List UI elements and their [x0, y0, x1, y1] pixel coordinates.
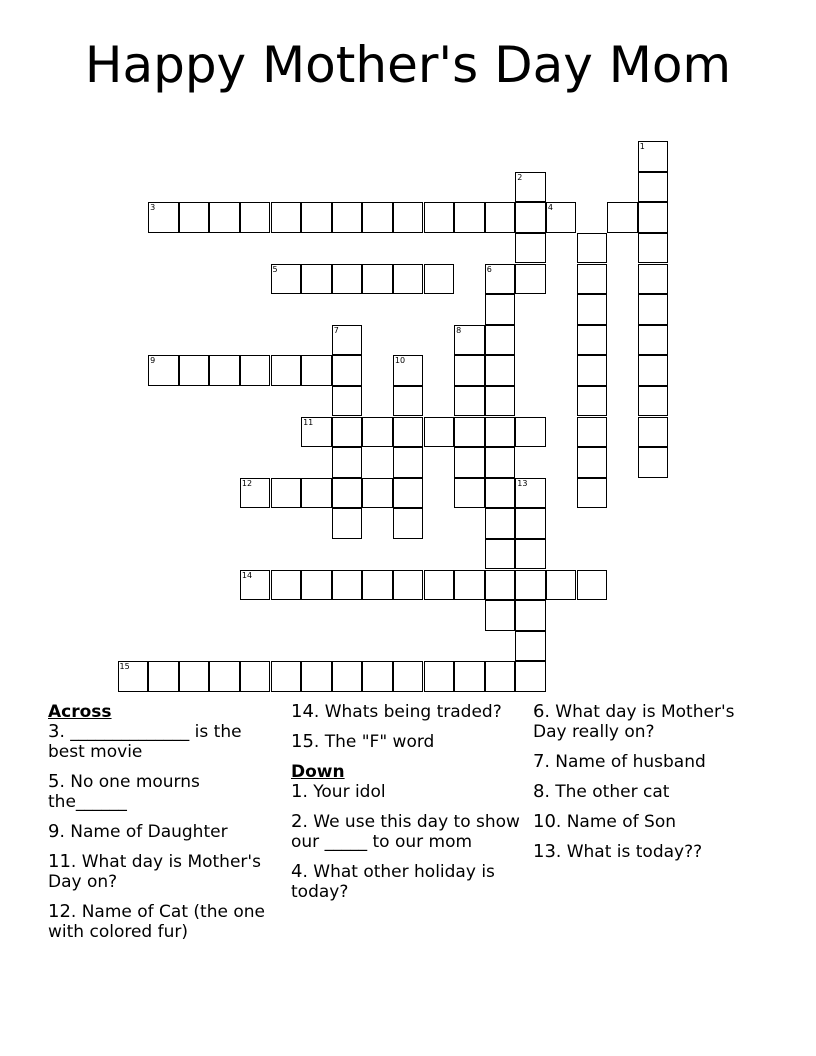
grid-cell[interactable]	[240, 202, 271, 233]
grid-cell[interactable]	[485, 539, 516, 570]
grid-cell[interactable]	[240, 570, 271, 601]
grid-cell[interactable]	[515, 417, 546, 448]
grid-cell[interactable]	[271, 478, 302, 509]
clue-text: . What day is Mother's Day on?	[48, 852, 261, 892]
grid-cell[interactable]	[454, 661, 485, 692]
grid-cell[interactable]	[638, 386, 669, 417]
clue-number: 5	[48, 771, 60, 792]
clue-number: 2	[291, 811, 303, 832]
clue-number: 15	[291, 731, 314, 752]
grid-cell[interactable]	[577, 417, 608, 448]
grid-cell[interactable]	[638, 264, 669, 295]
grid-cell[interactable]	[393, 508, 424, 539]
grid-cell[interactable]	[271, 570, 302, 601]
grid-cell[interactable]	[362, 264, 393, 295]
clue-item	[291, 862, 523, 902]
grid-cell[interactable]	[148, 355, 179, 386]
grid-cell[interactable]	[515, 631, 546, 662]
cell-number: 10	[394, 356, 406, 366]
cell-number: 11	[303, 417, 314, 427]
grid-cell[interactable]	[393, 202, 424, 233]
grid-cell[interactable]	[638, 172, 669, 203]
clue-item	[533, 812, 765, 832]
grid-cell[interactable]	[332, 325, 363, 356]
grid-cell[interactable]	[332, 570, 363, 601]
grid-cell[interactable]	[148, 661, 179, 692]
grid-cell[interactable]	[638, 141, 669, 172]
grid-cell[interactable]	[515, 600, 546, 631]
grid-cell[interactable]	[485, 417, 516, 448]
cell-number: 1	[639, 142, 645, 152]
grid-cell[interactable]	[485, 570, 516, 601]
grid-cell[interactable]	[515, 202, 546, 233]
down-heading: Down	[291, 762, 345, 782]
clue-text: . Name of Daughter	[59, 822, 228, 842]
clue-item	[291, 702, 523, 722]
grid-cell[interactable]	[332, 447, 363, 478]
grid-cell[interactable]	[638, 202, 669, 233]
clue-number: 12	[48, 901, 71, 922]
cell-number: 3	[150, 203, 156, 213]
grid-cell[interactable]	[332, 661, 363, 692]
cell-number: 15	[119, 662, 130, 672]
grid-cell[interactable]	[454, 386, 485, 417]
grid-cell[interactable]	[515, 661, 546, 692]
grid-cell[interactable]	[515, 508, 546, 539]
grid-cell[interactable]	[179, 355, 210, 386]
clue-number: 7	[533, 751, 545, 772]
grid-cell[interactable]	[332, 202, 363, 233]
clue-text: . Name of Son	[555, 812, 677, 832]
cell-number: 13	[517, 478, 528, 488]
grid-cell[interactable]	[454, 447, 485, 478]
grid-cell[interactable]	[209, 202, 240, 233]
cell-number: 2	[517, 172, 523, 182]
grid-cell[interactable]	[362, 202, 393, 233]
clue-item	[533, 782, 765, 802]
grid-cell[interactable]	[179, 661, 210, 692]
across-clue-list	[48, 722, 280, 942]
grid-cell[interactable]	[393, 661, 424, 692]
grid-cell[interactable]	[577, 386, 608, 417]
grid-cell[interactable]	[485, 386, 516, 417]
grid-cell[interactable]	[148, 202, 179, 233]
grid-cell[interactable]	[240, 661, 271, 692]
grid-cell[interactable]	[515, 570, 546, 601]
grid-cell[interactable]	[393, 386, 424, 417]
grid-cell[interactable]	[393, 570, 424, 601]
grid-cell[interactable]	[393, 447, 424, 478]
grid-cell[interactable]	[577, 478, 608, 509]
clue-item	[291, 782, 523, 802]
clue-number: 6	[533, 701, 545, 722]
grid-cell[interactable]	[301, 264, 332, 295]
grid-cell[interactable]	[301, 478, 332, 509]
grid-cell[interactable]	[271, 264, 302, 295]
grid-cell[interactable]	[485, 294, 516, 325]
grid-cell[interactable]	[454, 417, 485, 448]
grid-cell[interactable]	[362, 661, 393, 692]
grid-cell[interactable]	[638, 325, 669, 356]
clue-number: 11	[48, 851, 71, 872]
grid-cell[interactable]	[485, 264, 516, 295]
grid-cell[interactable]	[393, 264, 424, 295]
clue-text: . The other cat	[544, 782, 670, 802]
grid-cell[interactable]	[240, 355, 271, 386]
grid-cell[interactable]	[485, 478, 516, 509]
grid-cell[interactable]	[209, 661, 240, 692]
grid-cell[interactable]	[485, 202, 516, 233]
grid-cell[interactable]	[271, 661, 302, 692]
grid-cell[interactable]	[638, 417, 669, 448]
clue-number: 9	[48, 821, 60, 842]
clue-text: . No one mourns the______	[48, 772, 200, 812]
grid-cell[interactable]	[485, 508, 516, 539]
clue-item	[48, 902, 280, 942]
clue-text: . What other holiday is today?	[291, 862, 495, 902]
clue-number: 13	[533, 841, 556, 862]
clue-item	[291, 732, 523, 752]
clue-text: . What is today??	[555, 842, 703, 862]
grid-cell[interactable]	[515, 478, 546, 509]
grid-cell[interactable]	[362, 417, 393, 448]
cell-number: 5	[272, 264, 278, 274]
grid-cell[interactable]	[301, 570, 332, 601]
grid-cell[interactable]	[485, 325, 516, 356]
grid-cell[interactable]	[485, 661, 516, 692]
grid-cell[interactable]	[515, 233, 546, 264]
grid-cell[interactable]	[301, 355, 332, 386]
clue-text: . The "F" word	[313, 732, 435, 752]
grid-cell[interactable]	[393, 355, 424, 386]
across-clue-list-continued	[291, 702, 523, 752]
grid-cell[interactable]	[209, 355, 240, 386]
clue-column-1	[48, 702, 280, 952]
grid-cell[interactable]	[577, 294, 608, 325]
down-clue-list	[291, 782, 523, 902]
clue-item	[291, 812, 523, 852]
clue-text: . Name of Cat (the one with colored fur)	[48, 902, 265, 942]
grid-cell[interactable]	[332, 386, 363, 417]
grid-cell[interactable]	[485, 355, 516, 386]
cell-number: 7	[333, 325, 339, 335]
grid-cell[interactable]	[638, 294, 669, 325]
clue-text: . Whats being traded?	[313, 702, 502, 722]
grid-cell[interactable]	[577, 325, 608, 356]
grid-cell[interactable]	[546, 570, 577, 601]
grid-cell[interactable]	[454, 325, 485, 356]
grid-cell[interactable]	[577, 570, 608, 601]
grid-cell[interactable]	[485, 600, 516, 631]
cell-number: 14	[241, 570, 253, 580]
grid-cell[interactable]	[454, 570, 485, 601]
clue-column-2	[291, 702, 523, 912]
clue-item	[533, 842, 765, 862]
clue-number: 10	[533, 811, 556, 832]
grid-cell[interactable]	[515, 539, 546, 570]
grid-cell[interactable]	[424, 202, 455, 233]
cell-number: 6	[486, 264, 492, 274]
grid-cell[interactable]	[546, 202, 577, 233]
clue-number: 14	[291, 701, 314, 722]
grid-cell[interactable]	[485, 447, 516, 478]
grid-cell[interactable]	[577, 355, 608, 386]
clue-item	[533, 752, 765, 772]
clue-item	[48, 852, 280, 892]
grid-cell[interactable]	[454, 478, 485, 509]
grid-cell[interactable]	[332, 478, 363, 509]
grid-cell[interactable]	[515, 172, 546, 203]
clue-item	[48, 722, 280, 762]
cell-number: 9	[150, 356, 156, 366]
grid-cell[interactable]	[118, 661, 149, 692]
clue-column-3	[533, 702, 765, 872]
clue-text: . We use this day to show our _____ to our mom	[291, 812, 520, 852]
grid-cell[interactable]	[424, 661, 455, 692]
grid-cell[interactable]	[393, 478, 424, 509]
clue-number: 3	[48, 721, 60, 742]
grid-cell[interactable]	[393, 417, 424, 448]
grid-cell[interactable]	[638, 447, 669, 478]
grid-cell[interactable]	[271, 355, 302, 386]
cell-number: 4	[547, 203, 553, 213]
clue-text: . What day is Mother's Day really on?	[533, 702, 735, 742]
down-clue-list-continued	[533, 702, 765, 862]
across-heading: Across	[48, 702, 112, 722]
grid-cell[interactable]	[301, 417, 332, 448]
clue-text: . ______________ is the best movie	[48, 722, 242, 762]
grid-cell[interactable]	[577, 447, 608, 478]
grid-cell[interactable]	[271, 202, 302, 233]
grid-cell[interactable]	[638, 355, 669, 386]
grid-cell[interactable]	[515, 264, 546, 295]
grid-cell[interactable]	[362, 478, 393, 509]
clue-number: 4	[291, 861, 303, 882]
clue-number: 1	[291, 781, 303, 802]
grid-cell[interactable]	[607, 202, 638, 233]
clue-item	[48, 772, 280, 812]
grid-cell[interactable]	[301, 202, 332, 233]
cell-number: 12	[241, 478, 253, 488]
grid-cell[interactable]	[179, 202, 210, 233]
grid-cell[interactable]	[638, 233, 669, 264]
clue-item	[48, 822, 280, 842]
grid-cell[interactable]	[332, 417, 363, 448]
grid-cell[interactable]	[424, 417, 455, 448]
grid-cell[interactable]	[332, 508, 363, 539]
grid-cell[interactable]	[577, 233, 608, 264]
grid-cell[interactable]	[454, 355, 485, 386]
grid-cell[interactable]	[454, 202, 485, 233]
grid-cell[interactable]	[424, 570, 455, 601]
page-title: Happy Mother's Day Mom	[84, 36, 732, 94]
grid-cell[interactable]	[332, 264, 363, 295]
clue-number: 8	[533, 781, 545, 802]
clue-text: . Your idol	[302, 782, 386, 802]
grid-cell[interactable]	[362, 570, 393, 601]
grid-cell[interactable]	[301, 661, 332, 692]
grid-cell[interactable]	[240, 478, 271, 509]
grid-cell[interactable]	[424, 264, 455, 295]
grid-cell[interactable]	[577, 264, 608, 295]
clue-text: . Name of husband	[544, 752, 706, 772]
grid-cell[interactable]	[332, 355, 363, 386]
cell-number: 8	[456, 325, 462, 335]
clue-item	[533, 702, 765, 742]
